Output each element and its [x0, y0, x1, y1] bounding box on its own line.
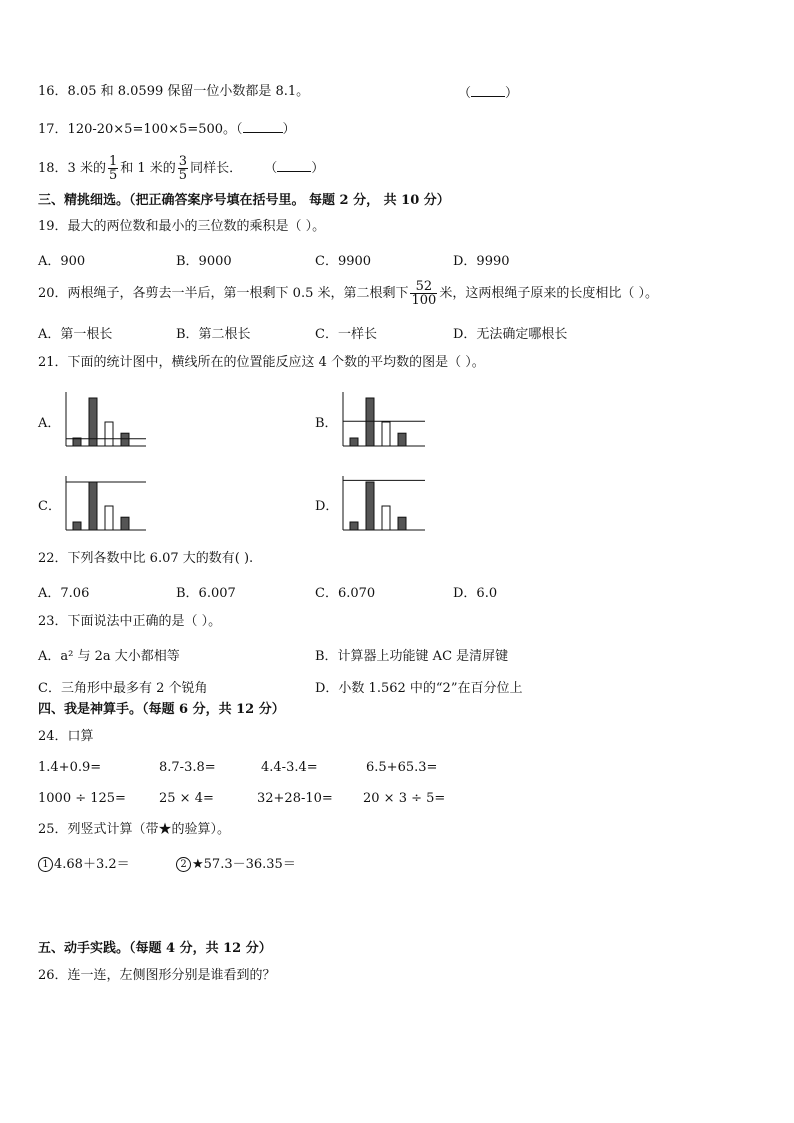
circled-number-2: 2 [176, 857, 191, 872]
bar-chart-d [337, 472, 429, 534]
q19-option-c[interactable]: C．9900 [315, 254, 372, 269]
question-24-title: 24．口算 [38, 729, 94, 744]
question-20: 20．两根绳子，各剪去一半后，第一根剩下 0.5 米，第二根剩下 $\frac{52}{100}$ 米，这两根绳子原来的长度相比（ ）。 [38, 279, 658, 308]
answer-blank[interactable] [277, 159, 311, 172]
mental-math-item: 20 × 3 ÷ 5= [363, 791, 446, 806]
q22-option-d[interactable]: D．6.0 [453, 586, 498, 601]
bar [350, 522, 358, 530]
circled-number-1: 1 [38, 857, 53, 872]
q23-option-b[interactable]: B．计算器上功能键 AC 是清屏键 [315, 649, 509, 664]
vertical-calc-item-1: 1 4.68＋3.2＝ [38, 853, 130, 872]
bar [105, 506, 113, 530]
question-26: 26．连一连，左侧图形分别是谁看到的？ [38, 968, 276, 983]
q21-label-a[interactable]: A． [38, 416, 61, 431]
bar-chart-c [60, 472, 150, 534]
q19-option-a[interactable]: A．900 [38, 254, 86, 269]
mental-math-item: 25 × 4= [159, 791, 214, 806]
q20-option-d[interactable]: D．无法确定哪根长 [453, 327, 568, 342]
q21-label-d[interactable]: D． [315, 499, 339, 514]
bar [89, 482, 97, 530]
bar [105, 422, 113, 446]
q19-option-d[interactable]: D．9990 [453, 254, 510, 269]
fraction-three-fifths: $\frac{3}{5}$ [178, 154, 188, 183]
question-16-text: 16．8.05 和 8.0599 保留一位小数都是 8.1。 [38, 84, 310, 99]
bar [382, 422, 390, 446]
mental-math-item: 8.7-3.8= [159, 760, 216, 775]
bar [73, 522, 81, 530]
bar-chart-a [60, 388, 150, 450]
q20-option-b[interactable]: B．第二根长 [176, 327, 251, 342]
question-16-answer[interactable]: （ ） [458, 86, 519, 101]
mental-math-item: 6.5+65.3= [366, 760, 438, 775]
mental-math-item: 4.4-3.4= [261, 760, 318, 775]
bar [366, 482, 374, 530]
question-16 [38, 84, 309, 100]
q19-option-b[interactable]: B．9000 [176, 254, 232, 269]
section-5-heading: 五、动手实践。（每题 4 分，共 12 分） [38, 941, 272, 956]
fraction-52-100: $\frac{52}{100}$ [411, 279, 437, 308]
mental-math-item: 1.4+0.9= [38, 760, 102, 775]
bar [121, 517, 129, 530]
question-18: 18．3 米的 $\frac{1}{5}$ 和 1 米的 $\frac{3}{5}$ 同样长． （ ） [38, 154, 325, 183]
q23-option-a[interactable]: A．a² 与 2a 大小都相等 [38, 649, 180, 664]
question-25-title: 25．列竖式计算（带★的验算）。 [38, 822, 231, 837]
q23-option-d[interactable]: D．小数 1.562 中的“2”在百分位上 [315, 681, 523, 696]
answer-blank[interactable] [243, 120, 283, 133]
question-17: 17．120-20×5=100×5=500。（ ） [38, 122, 296, 137]
q21-label-b[interactable]: B． [315, 416, 338, 431]
bar-chart-b [337, 388, 429, 450]
question-17-text: 17．120-20×5=100×5=500。（ [38, 122, 243, 137]
q21-label-c[interactable]: C． [38, 499, 61, 514]
q23-option-c[interactable]: C．三角形中最多有 2 个锐角 [38, 681, 208, 696]
q22-option-a[interactable]: A．7.06 [38, 586, 90, 601]
section-3-heading: 三、精挑细选。（把正确答案序号填在括号里。 每题 2 分， 共 10 分） [38, 193, 450, 208]
question-19: 19．最大的两位数和最小的三位数的乘积是（ ）。 [38, 219, 326, 234]
bar [350, 438, 358, 446]
question-21: 21．下面的统计图中，横线所在的位置能反应这 4 个数的平均数的图是（ ）。 [38, 355, 485, 370]
question-22: 22．下列各数中比 6.07 大的数有( ). [38, 551, 254, 566]
bar [398, 517, 406, 530]
q22-option-b[interactable]: B．6.007 [176, 586, 236, 601]
mental-math-item: 1000 ÷ 125= [38, 791, 126, 806]
bar [382, 506, 390, 530]
question-23: 23．下面说法中正确的是（ ）。 [38, 614, 222, 629]
q22-option-c[interactable]: C．6.070 [315, 586, 376, 601]
bar [366, 398, 374, 446]
fraction-one-fifth: $\frac{1}{5}$ [108, 154, 118, 183]
mental-math-item: 32+28-10= [257, 791, 333, 806]
section-4-heading: 四、我是神算手。（每题 6 分，共 12 分） [38, 702, 285, 717]
q20-option-c[interactable]: C．一样长 [315, 327, 377, 342]
bar [398, 433, 406, 446]
vertical-calc-item-2: 2 ★57.3－36.35＝ [176, 853, 296, 872]
q20-option-a[interactable]: A．第一根长 [38, 327, 113, 342]
answer-blank[interactable] [471, 84, 505, 97]
bar [121, 433, 129, 446]
